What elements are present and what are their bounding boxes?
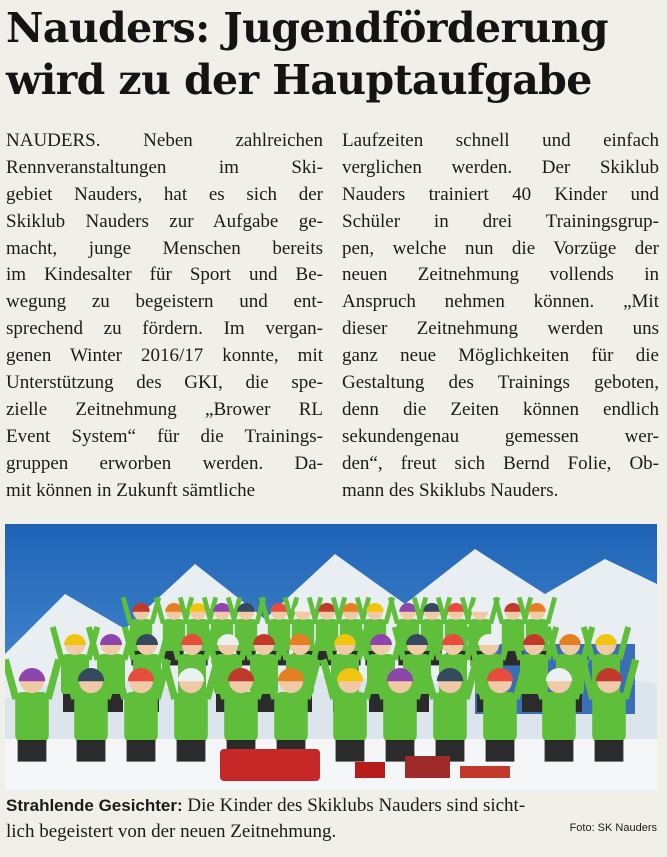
article-line: mit können in Zukunft sämtliche: [6, 479, 256, 501]
article-line: Unterstützung des GKI, die spe-: [6, 372, 323, 394]
caption-line-2: lich begeistert von der neuen Zeitnehmung.: [6, 821, 337, 842]
photo-caption: [6, 793, 661, 845]
headline-line-1: Nauders: Jugendförderung: [6, 4, 608, 52]
headline: [6, 2, 661, 106]
photo-credit: Foto: SK Nauders: [569, 822, 657, 834]
article-line: gruppen erworben werden. Da-: [6, 452, 323, 474]
article-line: im Kindesalter für Sport und Be-: [6, 264, 323, 286]
timing-box: [355, 762, 385, 778]
article-line: pen, welche nun die Vorzüge der: [342, 237, 659, 259]
article-line: NAUDERS. Neben zahlreichen: [6, 130, 323, 151]
article-line: denn die Zeiten können endlich: [342, 398, 659, 420]
article-line: sekundengenau gemessen wer-: [342, 425, 659, 447]
headline-line-2: wird zu der Hauptaufgabe: [6, 56, 592, 104]
article-line: Event System“ für die Trainings-: [6, 425, 323, 447]
article-line: zielle Zeitnehmung „Brower RL: [6, 398, 323, 420]
article-line: Schüler in drei Trainingsgrup-: [342, 210, 659, 232]
group-photo-illustration: [5, 524, 657, 790]
article-line: neuen Zeitnehmung vollends in: [342, 264, 659, 286]
article-line: mann des Skiklubs Nauders.: [342, 479, 559, 501]
article-line: dieser Zeitnehmung werden uns: [342, 318, 659, 340]
article-line: sprechend zu fördern. Im vergan-: [6, 318, 323, 340]
group-photo: [5, 524, 657, 790]
article-line: genen Winter 2016/17 konnte, mit: [6, 345, 323, 367]
article-line: Skiklub Nauders zur Aufgabe ge-: [6, 210, 323, 232]
article-line: Nauders trainiert 40 Kinder und: [342, 183, 659, 205]
article-column-1: [6, 128, 323, 504]
article-line: Laufzeiten schnell und einfach: [342, 130, 659, 151]
red-bag: [220, 749, 320, 781]
article-column-2: [342, 128, 659, 504]
article-line: ganz neue Möglichkeiten für die: [342, 345, 659, 367]
article-line: Gestaltung des Trainings geboten,: [342, 372, 659, 394]
article-line: macht, junge Menschen bereits: [6, 237, 323, 259]
article-line: Anspruch nehmen können. „Mit: [342, 291, 659, 313]
timing-box: [405, 756, 450, 778]
article-line: gebiet Nauders, hat es sich der: [6, 183, 323, 205]
article-line: wegung zu begeistern und ent-: [6, 291, 323, 313]
article-body: [6, 128, 659, 504]
timing-box: [460, 766, 510, 778]
caption-line-1: Die Kinder des Skiklubs Nauders sind sicht-: [182, 795, 526, 816]
article-line: Rennveranstaltungen im Ski-: [6, 156, 323, 178]
article-line: verglichen werden. Der Skiklub: [342, 156, 659, 178]
caption-lead: Strahlende Gesichter:: [6, 796, 183, 815]
article-line: den“, freut sich Bernd Folie, Ob-: [342, 452, 659, 474]
